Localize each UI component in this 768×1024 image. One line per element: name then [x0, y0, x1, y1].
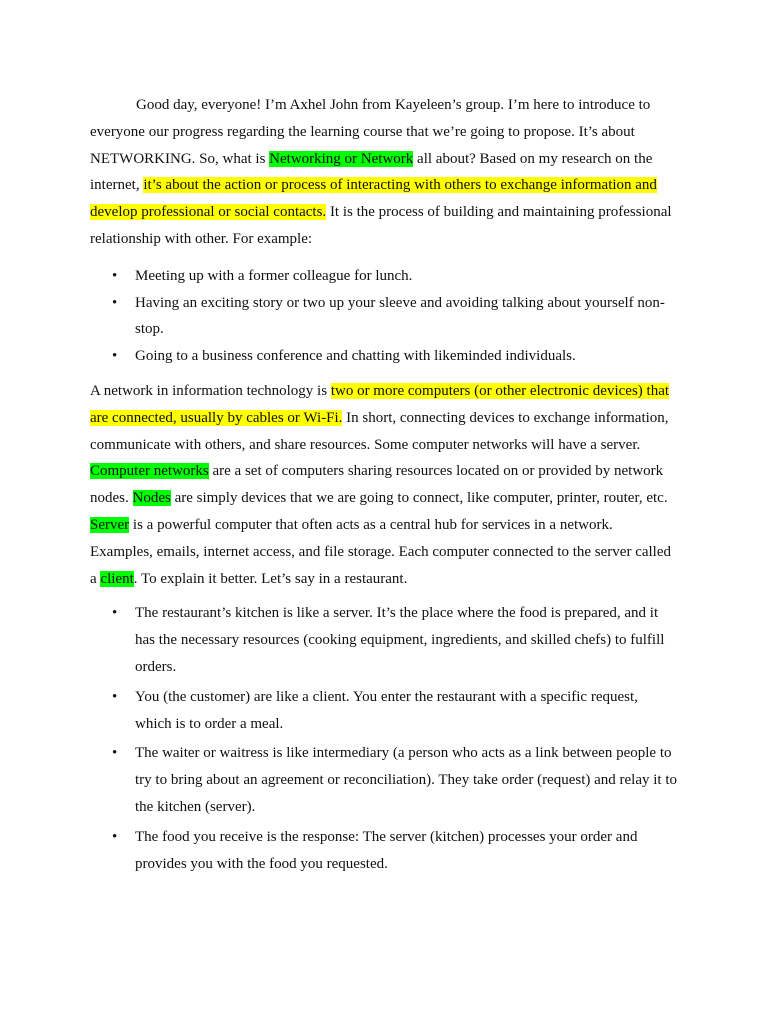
network-it-paragraph [90, 378, 678, 592]
list-item: • Having an exciting story or two up your sleeve and avoiding talking about yourself non-stop. [90, 290, 678, 344]
list-item: • Going to a business conference and chatting with likeminded individuals. [90, 343, 678, 370]
list-item: • Meeting up with a former colleague for lunch. [90, 263, 678, 290]
highlight-networking-term: Networking or Network [269, 150, 414, 167]
list-item: • The food you receive is the response: The server (kitchen) processes your order and provides you with the food you requested. [90, 824, 678, 878]
list-item: • The restaurant’s kitchen is like a server. It’s the place where the food is prepared, and it has the necessary resources (cooking equipment, ingredients, and skilled chefs) to fulfill orders. [90, 600, 678, 680]
highlight-nodes: Nodes [132, 490, 171, 507]
network-text-3: are a set of computers sharing resources located on or provided by network nodes. [90, 463, 664, 507]
network-text-2: In short, connecting devices to exchange information, communicate with others, and share resources. Some computer networks will have a server. [90, 409, 669, 453]
network-text-4: are simply devices that we are going to connect, like computer, printer, router, etc. [170, 490, 668, 507]
highlight-server: Server [90, 516, 130, 533]
intro-text-3: It is the process of building and maintaining professional relationship with other. For example: [90, 204, 672, 247]
list-item: • The waiter or waitress is like intermediary (a person who acts as a link between people to try to bring about an agreement or reconciliation). They take order (request) and relay it to the kitchen (server). [90, 740, 678, 820]
highlight-networking-definition: it’s about the action or process of interacting with others to exchange information and develop professional or social contacts. [90, 177, 657, 221]
network-text-5: is a powerful computer that often acts as a central hub for services in a network. Examples, emails, internet access, and file storage. Each computer connected to the server called a [90, 516, 672, 587]
intro-text-1: Good day, everyone! I’m Axhel John from Kayeleen’s group. I’m here to introduce to everyone our progress regarding the learning course that we’re going to propose. It’s about NETWORKING. So, what is [90, 97, 651, 167]
highlight-network-definition: two or more computers (or other electronic devices) that are connected, usually by cables or Wi-Fi. [90, 382, 670, 426]
network-text-1: A network in information technology is [90, 382, 331, 399]
networking-examples-list [90, 263, 678, 370]
restaurant-analogy-list [90, 600, 678, 877]
network-text-6: . To explain it better. Let’s say in a restaurant. [133, 570, 408, 587]
highlight-computer-networks: Computer networks [90, 463, 209, 480]
highlight-client: client [100, 570, 134, 587]
intro-paragraph [90, 92, 678, 253]
list-item: • You (the customer) are like a client. You enter the restaurant with a specific request, which is to order a meal. [90, 684, 678, 738]
intro-text-2: all about? Based on my research on the internet, [90, 150, 653, 194]
